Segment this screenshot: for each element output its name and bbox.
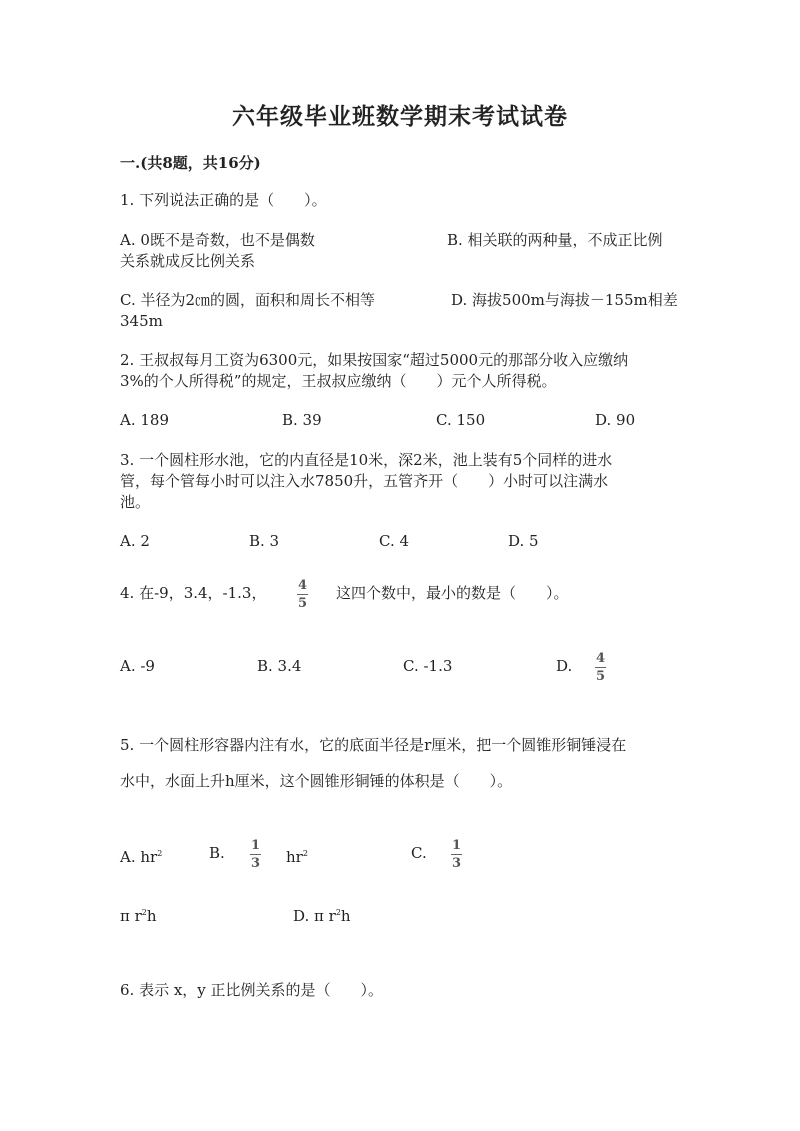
question-5-option-b-expression bbox=[286, 843, 308, 868]
question-5-line-1: 5. 一个圆柱形容器内注有水，它的底面半径是r厘米，把一个圆锥形铜锤浸在 bbox=[120, 736, 627, 754]
fraction-denominator: 5 bbox=[595, 669, 606, 684]
superscript-2: 2 bbox=[157, 849, 163, 858]
superscript-2: 2 bbox=[141, 908, 147, 917]
question-2-line-2: 3%的个人所得税”的规定，王叔叔应缴纳（ ）元个人所得税。 bbox=[120, 372, 557, 390]
question-5-option-a bbox=[120, 843, 162, 868]
question-1-option-b-continued: 关系就成反比例关系 bbox=[120, 252, 256, 270]
fraction-numerator: 4 bbox=[297, 578, 308, 593]
option-c-text: π r bbox=[120, 907, 142, 925]
question-3-option-b: B. 3 bbox=[249, 532, 280, 550]
fraction-four-fifths bbox=[297, 578, 308, 611]
question-4-option-c: C. -1.3 bbox=[403, 657, 453, 675]
question-1-stem: 1. 下列说法正确的是（ ）。 bbox=[120, 191, 327, 209]
section-heading: 一.(共8题，共16分) bbox=[120, 154, 261, 172]
question-2-line-1: 2. 王叔叔每月工资为6300元，如果按国家“超过5000元的那部分收入应缴纳 bbox=[120, 351, 629, 369]
question-3-option-c: C. 4 bbox=[379, 532, 410, 550]
question-3-option-d: D. 5 bbox=[508, 532, 539, 550]
option-c-text-after: h bbox=[146, 907, 157, 925]
fraction-bar bbox=[595, 667, 606, 668]
fraction-denominator: 5 bbox=[297, 596, 308, 611]
question-3-line-3: 池。 bbox=[120, 493, 151, 511]
fraction-one-third-option-c bbox=[451, 838, 462, 871]
question-4-option-b: B. 3.4 bbox=[257, 657, 302, 675]
fraction-one-third-option-b bbox=[250, 838, 261, 871]
fraction-denominator: 3 bbox=[250, 856, 261, 871]
fraction-denominator: 3 bbox=[451, 856, 462, 871]
option-d-text: D. π r bbox=[293, 907, 336, 925]
superscript-2: 2 bbox=[335, 908, 341, 917]
question-5-option-c: C. bbox=[411, 844, 427, 862]
question-5-option-d bbox=[293, 902, 351, 927]
question-4-stem-prefix: 4. 在-9，3.4，-1.3， bbox=[120, 584, 267, 602]
fraction-numerator: 4 bbox=[595, 651, 606, 666]
question-3-option-a: A. 2 bbox=[120, 532, 150, 550]
fraction-bar bbox=[250, 854, 261, 855]
question-1-option-c: C. 半径为2㎝的圆，面积和周长不相等 bbox=[120, 291, 376, 309]
question-6-stem: 6. 表示 x，y 正比例关系的是（ ）。 bbox=[120, 981, 384, 999]
fraction-bar bbox=[297, 594, 308, 595]
question-2-option-d: D. 90 bbox=[595, 411, 636, 429]
fraction-four-fifths-option-d bbox=[595, 651, 606, 684]
question-1-option-b: B. 相关联的两种量，不成正比例 bbox=[447, 231, 663, 249]
question-2-option-a: A. 189 bbox=[120, 411, 169, 429]
question-2-option-c: C. 150 bbox=[436, 411, 486, 429]
superscript-2: 2 bbox=[302, 849, 308, 858]
option-d-text-after: h bbox=[340, 907, 351, 925]
option-a-text: A. hr bbox=[120, 848, 158, 866]
question-4-stem-suffix: 这四个数中，最小的数是（ ）。 bbox=[336, 584, 569, 602]
question-1-option-d-continued: 345m bbox=[120, 312, 163, 330]
question-5-line-2: 水中，水面上升h厘米，这个圆锥形铜锤的体积是（ ）。 bbox=[120, 772, 513, 790]
question-3-line-1: 3. 一个圆柱形水池，它的内直径是10米，深2米，池上装有5个同样的进水 bbox=[120, 451, 613, 469]
question-4-option-d: D. bbox=[556, 657, 573, 675]
question-5-option-c-continued bbox=[120, 902, 157, 927]
question-4-option-a: A. -9 bbox=[120, 657, 155, 675]
fraction-numerator: 1 bbox=[250, 838, 261, 853]
fraction-numerator: 1 bbox=[451, 838, 462, 853]
fraction-bar bbox=[451, 854, 462, 855]
question-3-line-2: 管，每个管每小时可以注入水7850升，五管齐开（ ）小时可以注满水 bbox=[120, 472, 609, 490]
option-b-text: hr bbox=[286, 848, 303, 866]
question-1-option-a: A. 0既不是奇数，也不是偶数 bbox=[120, 231, 315, 249]
question-5-option-b: B. bbox=[209, 844, 225, 862]
question-1-option-d: D. 海拔500m与海拔－155m相差 bbox=[451, 291, 678, 309]
page-title: 六年级毕业班数学期末考试试卷 bbox=[232, 103, 568, 130]
question-2-option-b: B. 39 bbox=[282, 411, 322, 429]
